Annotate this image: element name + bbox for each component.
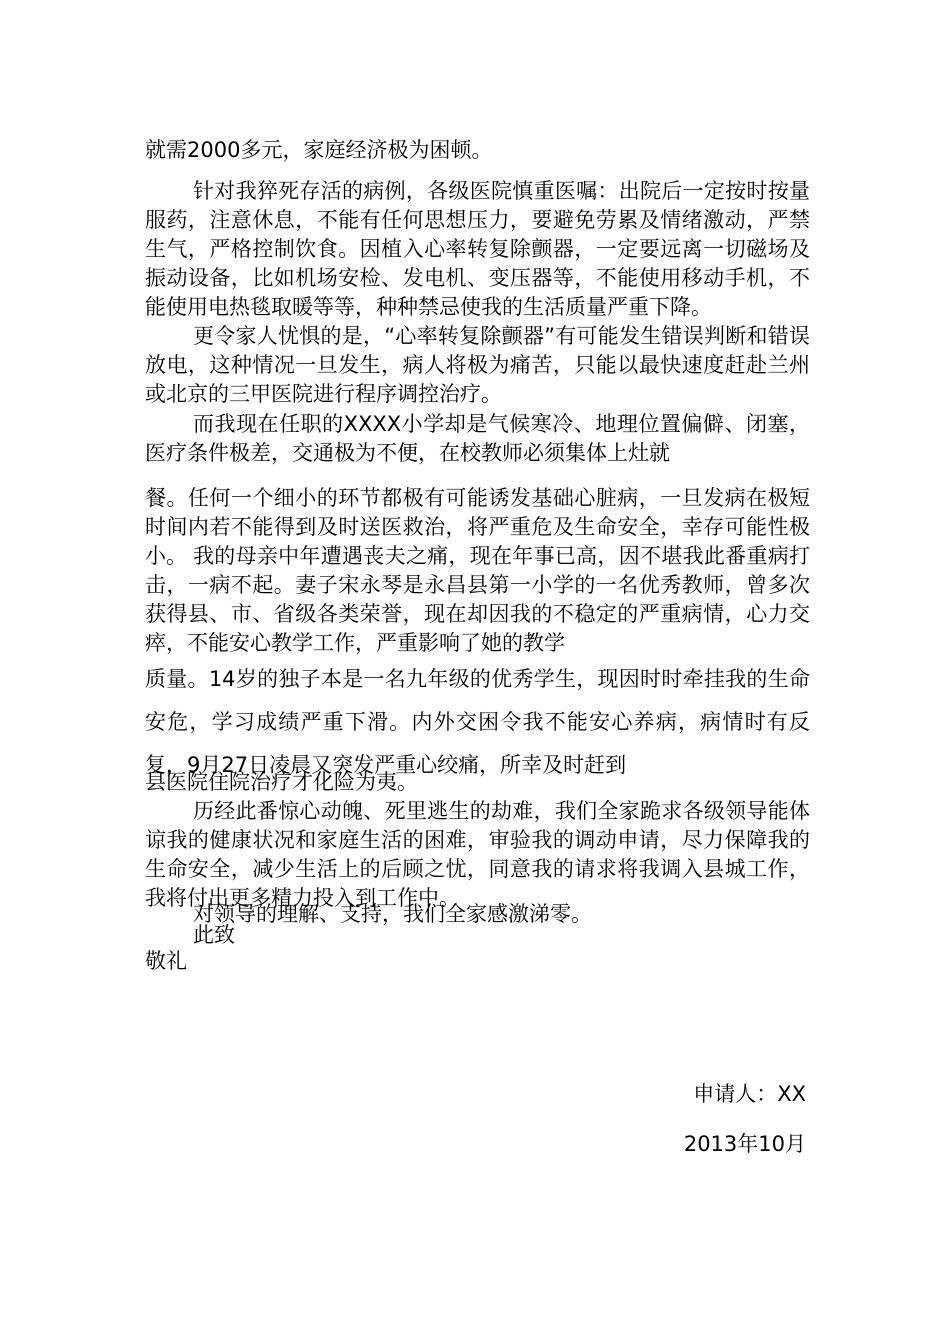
paragraph-family-situation-part2: 质量。14岁的独子本是一名九年级的优秀学生，现因时时牵挂我的生命安危，学习成绩严重下滑。内外交困令我不能安心养病，病情时有反复，9月27日凌晨又突发严重心绞痛，所幸及时赶到 bbox=[145, 667, 810, 777]
paragraph-expense-continuation: 就需2000多元，家庭经济极为困顿。 bbox=[145, 138, 493, 162]
applicant-signature: 申请人：XX bbox=[693, 1082, 806, 1106]
paragraph-family-situation-part1: 我的母亲中年遭遇丧夫之痛，现在年事已高，因不堪我此番重病打击，一病不起。妻子宋永琴是永昌县第一小学的一名优秀教师，曾多次获得县、市、省级各类荣誉，现在却因我的不稳定的严重病情，心力交瘁，不能安心教学工作，严重影响了她的教学 bbox=[145, 544, 810, 655]
paragraph-request: 历经此番惊心动魄、死里逃生的劫难，我们全家跪求各级领导能体谅我的健康状况和家庭生活的困难，审验我的调动申请，尽力保障我的生命安全，减少生活上的后顾之忧，同意我的请求将我调入县城工作，我将付出更多精力投入到工作中。 bbox=[145, 799, 810, 910]
paragraph-school-conditions-part1: 而我现在任职的XXXX小学却是气候寒冷、地理位置偏僻、闭塞，医疗条件极差，交通极为不便，在校教师必须集体上灶就 bbox=[145, 412, 810, 465]
paragraph-gratitude: 对领导的理解、支持，我们全家感激涕零。 bbox=[193, 902, 592, 926]
paragraph-school-conditions-part2: 餐。任何一个细小的环节都极有可能诱发基础心脏病，一旦发病在极短时间内若不能得到及时送医救治，将严重危及生命安全，幸存可能性极小。 bbox=[145, 486, 810, 568]
paragraph-medical-advice: 针对我猝死存活的病例，各级医院慎重医嘱：出院后一定按时按量服药，注意休息，不能有任何思想压力，要避免劳累及情绪激动，严禁生气，严格控制饮食。因植入心率转复除颤器，一定要远离一切磁场及振动设备，比如机场安检、发电机、变压器等，不能使用移动手机，不能使用电热毯取暖等等，种种禁忌使我的生活质量严重下降。 bbox=[145, 179, 810, 319]
paragraph-family-situation-part3: 县医院住院治疗才化险为夷。 bbox=[145, 770, 418, 794]
closing-regards: 敬礼 bbox=[145, 949, 187, 973]
paragraph-defibrillator-risk: 更令家人忧惧的是，“心率转复除颤器”有可能发生错误判断和错误放电，这种情况一旦发生，病人将极为痛苦，只能以最快速度赶赴兰州或北京的三甲医院进行程序调控治疗。 bbox=[145, 324, 810, 406]
closing-salutation: 此致 bbox=[193, 923, 235, 947]
letter-date: 2013年10月 bbox=[683, 1132, 806, 1156]
